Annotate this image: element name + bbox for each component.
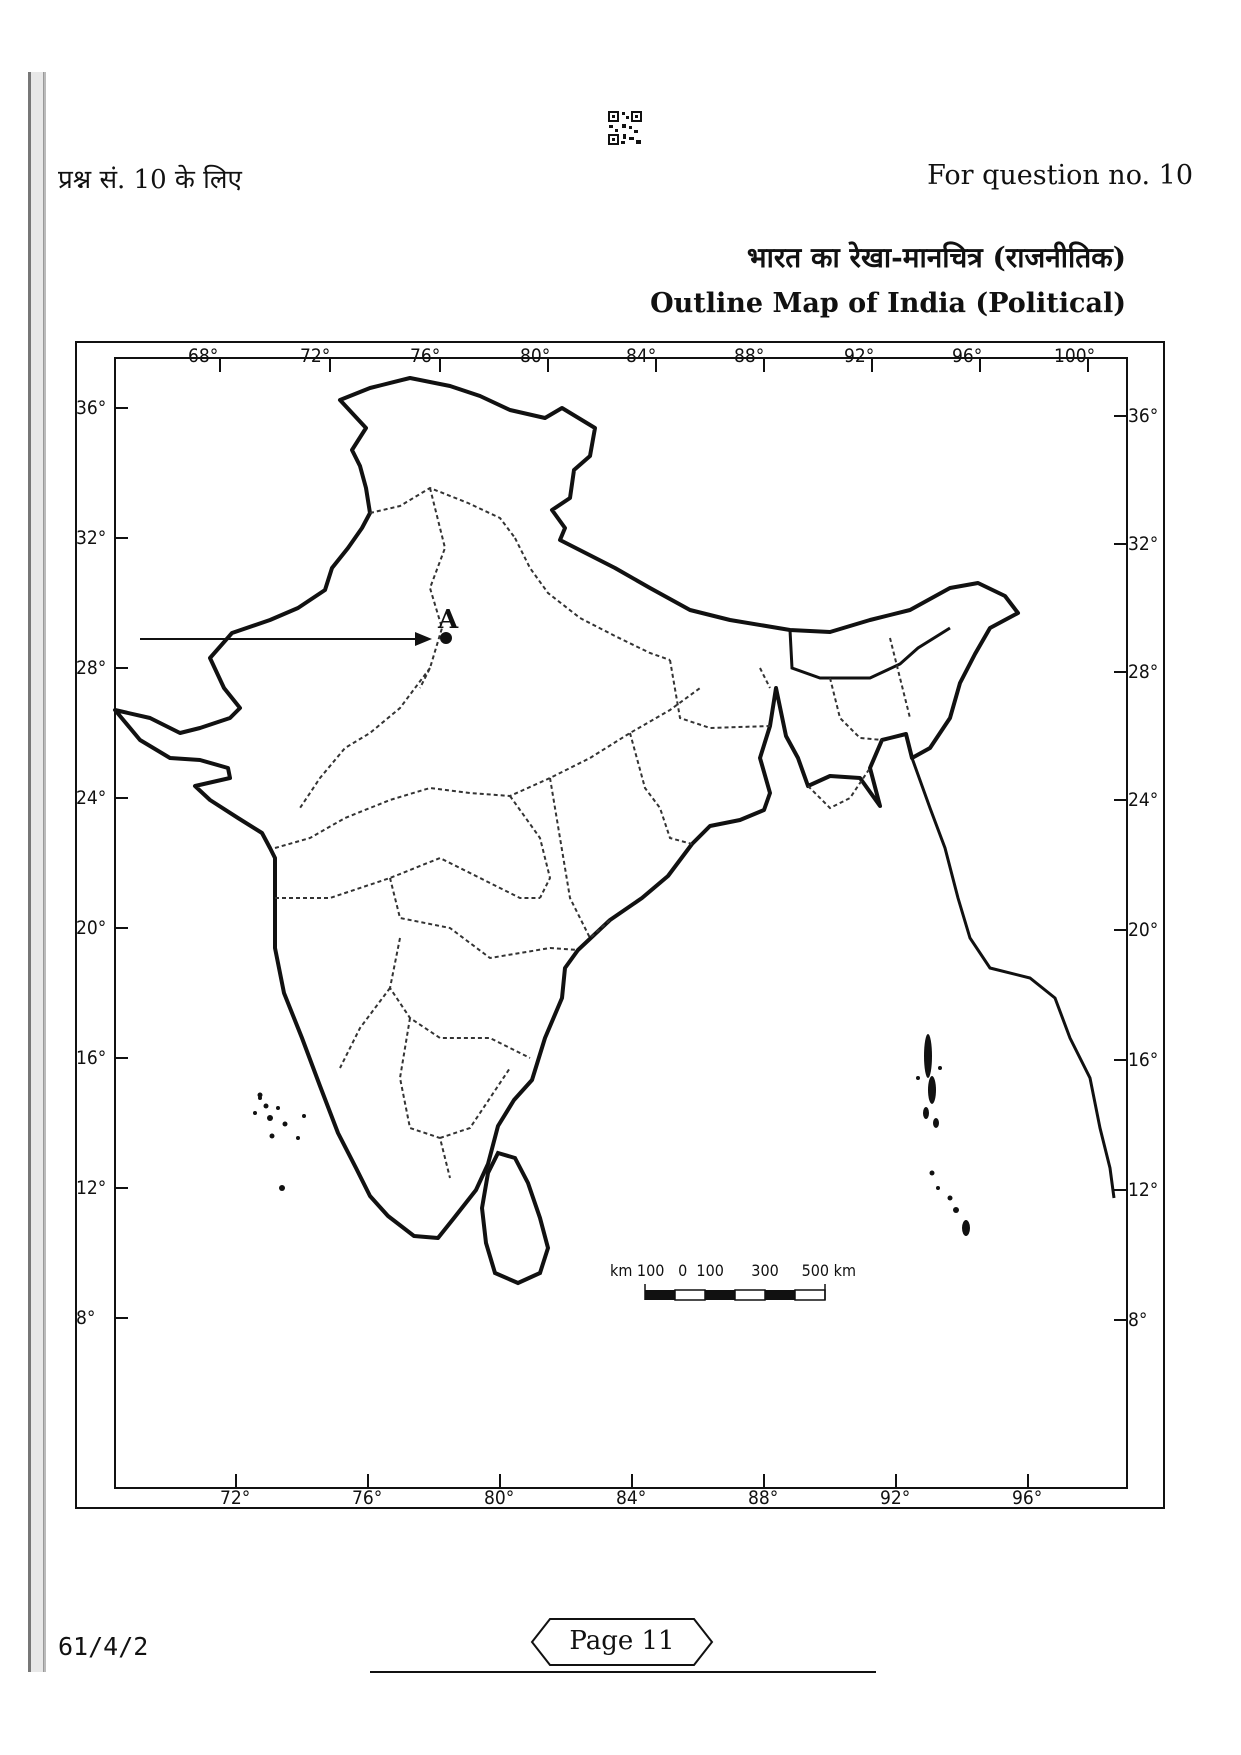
paper-code: 61/4/2 bbox=[58, 1632, 149, 1661]
map-title-hindi: भारत का रेखा-मानचित्र (राजनीतिक) bbox=[746, 241, 1126, 274]
left-lat-label: 12° bbox=[76, 1177, 107, 1199]
left-margin-line bbox=[44, 72, 46, 1672]
left-lat-label: 16° bbox=[76, 1047, 107, 1069]
question-ref-english: For question no. 10 bbox=[927, 160, 1193, 191]
bottom-lon-label: 96° bbox=[1012, 1487, 1043, 1509]
page-number: Page 11 bbox=[569, 1626, 675, 1656]
graticule-ticks bbox=[115, 358, 1127, 1488]
top-lon-label: 80° bbox=[520, 345, 551, 367]
bottom-lon-label: 84° bbox=[616, 1487, 647, 1509]
northeast-boundary bbox=[790, 628, 950, 678]
andaman-nicobar-islands bbox=[916, 1034, 970, 1236]
right-lat-label: 28° bbox=[1128, 661, 1159, 683]
footer-rule bbox=[370, 1671, 876, 1673]
right-lat-label: 16° bbox=[1128, 1049, 1159, 1071]
left-lat-label: 24° bbox=[76, 787, 107, 809]
question-ref-hindi: प्रश्न सं. 10 के लिए bbox=[58, 165, 242, 195]
bottom-lon-label: 80° bbox=[484, 1487, 515, 1509]
india-outline-map bbox=[70, 338, 1170, 1513]
state-boundaries bbox=[275, 488, 910, 1178]
left-lat-label: 20° bbox=[76, 917, 107, 939]
lakshadweep-islands bbox=[253, 1093, 306, 1192]
map-title-english: Outline Map of India (Political) bbox=[650, 288, 1126, 319]
top-lon-label: 88° bbox=[734, 345, 765, 367]
top-lon-label: 72° bbox=[300, 345, 331, 367]
eastern-coastline bbox=[912, 758, 1114, 1198]
map-inner-frame bbox=[115, 358, 1127, 1488]
top-lon-label: 68° bbox=[188, 345, 219, 367]
top-lon-label: 100° bbox=[1054, 345, 1096, 367]
right-lat-label: 12° bbox=[1128, 1179, 1159, 1201]
top-lon-label: 84° bbox=[626, 345, 657, 367]
bottom-lon-label: 72° bbox=[220, 1487, 251, 1509]
right-lat-label: 8° bbox=[1128, 1309, 1148, 1331]
bottom-lon-label: 92° bbox=[880, 1487, 911, 1509]
right-lat-label: 36° bbox=[1128, 405, 1159, 427]
top-lon-label: 96° bbox=[952, 345, 983, 367]
bottom-lon-label: 76° bbox=[352, 1487, 383, 1509]
pointer-arrowhead bbox=[415, 632, 432, 646]
top-lon-label: 92° bbox=[844, 345, 875, 367]
top-lon-label: 76° bbox=[410, 345, 441, 367]
map-outer-frame bbox=[76, 342, 1164, 1508]
qr-code-icon bbox=[607, 110, 643, 146]
marker-a-label: A bbox=[438, 605, 459, 635]
right-lat-label: 32° bbox=[1128, 533, 1159, 555]
left-lat-label: 36° bbox=[76, 397, 107, 419]
bottom-lon-label: 88° bbox=[748, 1487, 779, 1509]
sri-lanka bbox=[482, 1153, 548, 1283]
left-lat-label: 32° bbox=[76, 527, 107, 549]
scale-label: km 100 0 100 300 500 km bbox=[610, 1261, 857, 1280]
right-lat-label: 20° bbox=[1128, 919, 1159, 941]
right-lat-label: 24° bbox=[1128, 789, 1159, 811]
left-lat-label: 8° bbox=[76, 1307, 96, 1329]
left-lat-label: 28° bbox=[76, 657, 107, 679]
scale-bar bbox=[645, 1284, 825, 1300]
india-boundary bbox=[115, 378, 1018, 1238]
